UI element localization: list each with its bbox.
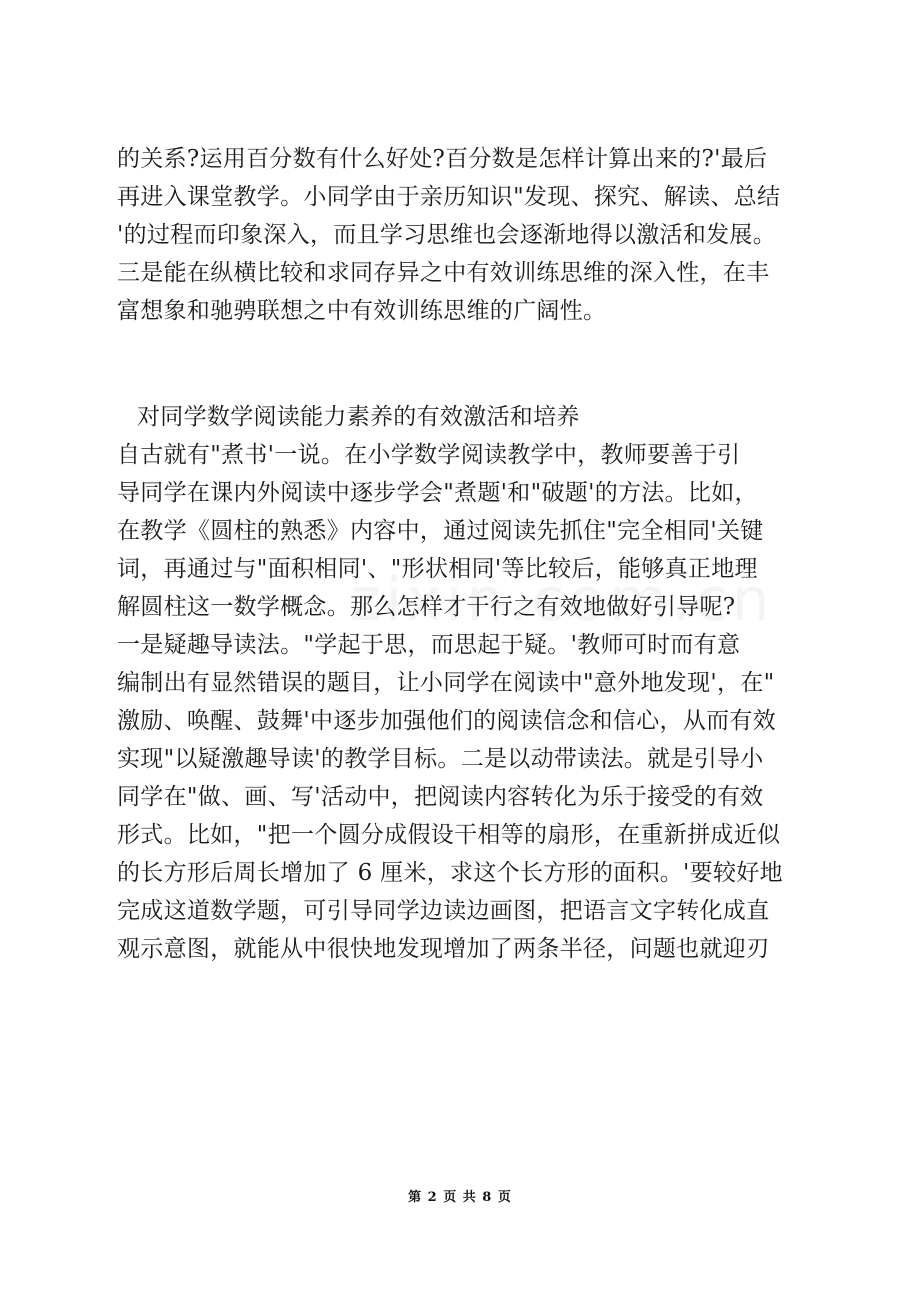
paragraph-gap <box>117 330 817 398</box>
text-line: 的关系?运用百分数有什么好处?百分数是怎样计算出来的?'最后 <box>117 146 768 172</box>
text-line: 编制出有显然错误的题目，让小同学在阅读中"意外地发现'，在" <box>117 670 775 696</box>
text-line: '的过程而印象深入，而且学习思维也会逐渐地得以激活和发展。 <box>117 222 777 248</box>
text-line: 富想象和驰骋联想之中有效训练思维的广阔性。 <box>117 298 607 324</box>
text-line: 形式。比如，"把一个圆分成假设干相等的扇形，在重新拼成近似 <box>117 822 781 848</box>
text-line: 观示意图，就能从中很快地发现增加了两条半径，问题也就迎刃 <box>117 936 770 962</box>
text-line: 词，再通过与"面积相同'、"形状相同'等比较后，能够真正地理 <box>117 556 758 582</box>
text-line: 再进入课堂教学。小同学由于亲历知识"发现、探究、解读、总结 <box>117 184 781 210</box>
page-content <box>117 140 817 968</box>
text-line: 一是疑趣导读法。"学起于思，而思起于疑。'教师可时而有意 <box>117 632 741 658</box>
text-line: 解圆柱这一数学概念。那么怎样才干行之有效地做好引导呢? <box>117 594 736 620</box>
text-line: 自古就有"煮书'一说。在小学数学阅读教学中，教师要善于引 <box>117 442 741 468</box>
text-line: 激励、唤醒、鼓舞'中逐步加强他们的阅读信念和信心，从而有效 <box>117 708 777 734</box>
text-line: 完成这道数学题，可引导同学边读边画图，把语言文字转化成直 <box>117 898 770 924</box>
page-footer: 第 2 页 共 8 页 <box>408 1190 512 1205</box>
text-line: 在教学《圆柱的熟悉》内容中，通过阅读先抓住"完全相同'关键 <box>117 518 764 544</box>
section-heading: 对同学数学阅读能力素养的有效激活和培养 <box>137 404 580 430</box>
text-line: 同学在"做、画、写'活动中，把阅读内容转化为乐于接受的有效 <box>117 784 764 810</box>
text-line: 实现"以疑激趣导读'的教学目标。二是以动带读法。就是引导小 <box>117 746 764 772</box>
text-line: 三是能在纵横比较和求同存异之中有效训练思维的深入性，在丰 <box>117 260 770 286</box>
text-line: 的长方形后周长增加了 6 厘米，求这个长方形的面积。'要较好地 <box>117 860 783 886</box>
text-line: 导同学在课内外阅读中逐步学会"煮题'和"破题'的方法。比如， <box>117 480 758 506</box>
